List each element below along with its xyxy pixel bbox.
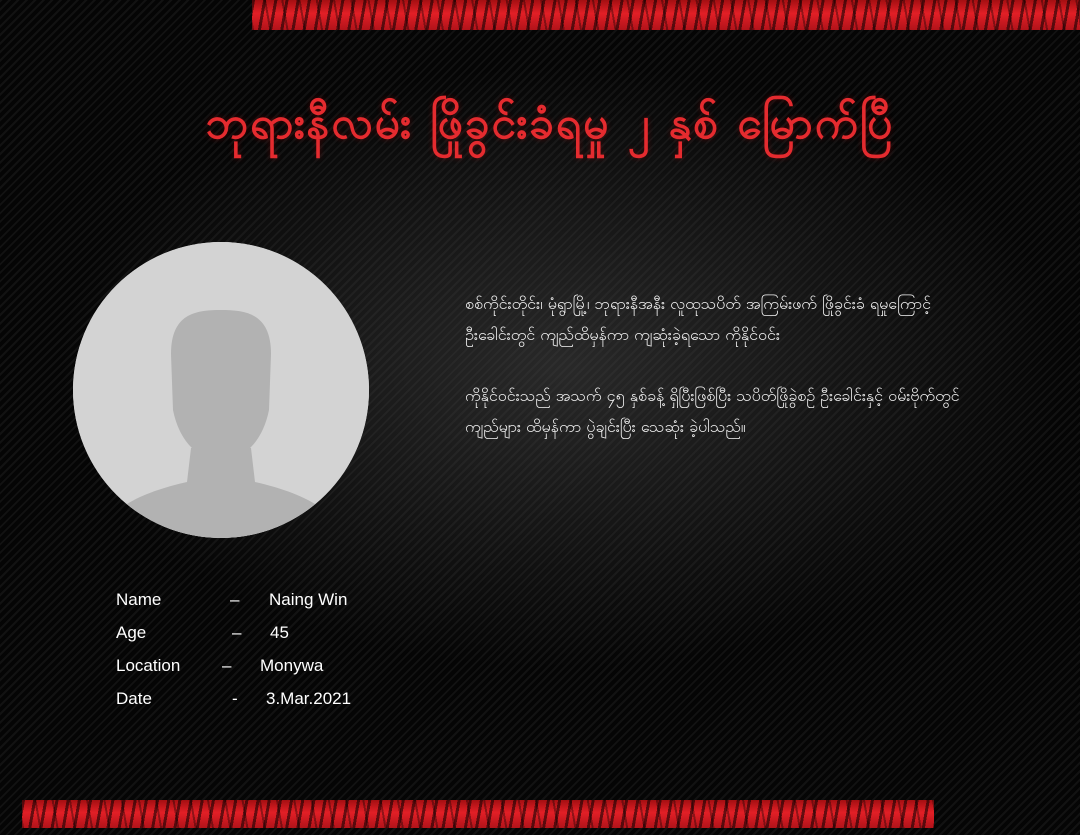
- info-label: Date: [116, 689, 152, 708]
- description: [465, 288, 975, 472]
- info-label: Name: [116, 590, 162, 609]
- description-paragraph: ကိုနိုင်ဝင်းသည် အသက် ၄၅ နှစ်ခန့် ရှိပြီးဖြစ်ပြီး သပိတ်ဖြိုခွဲစဉ် ဦးခေါင်းနှင့် ဝမ်းဗိုက်တွင် ကျည်များ ထိမှန်ကာ ပွဲချင်းပြီး သေဆုံး ခဲ့ပါသည်။: [465, 386, 960, 436]
- info-value: 45: [270, 623, 289, 642]
- top-red-band: [252, 0, 1080, 30]
- bottom-red-band: [22, 800, 934, 828]
- info-dash: –: [222, 656, 232, 675]
- person-silhouette-icon: [73, 242, 369, 538]
- info-label: Age: [116, 623, 147, 642]
- info-dash: –: [232, 623, 242, 642]
- avatar: [73, 242, 369, 538]
- info-dash: -: [232, 689, 238, 708]
- description-paragraph: စစ်ကိုင်းတိုင်း၊ မုံရွာမြို့၊ ဘုရားနီအနီး လူထုသပိတ် အကြမ်းဖက် ဖြိုခွင်းခံ ရမှုကြောင့် ဦးခေါင်းတွင် ကျည်ထိမှန်ကာ ကျဆုံးခဲ့ရသော ကိုနိုင်ဝင်း: [465, 294, 931, 344]
- info-value: Monywa: [260, 656, 324, 675]
- info-value: Naing Win: [269, 590, 348, 609]
- page-title: ဘုရားနီလမ်း ဖြိုခွင်းခံရမှု ၂ နှစ် မြောက်ပြီ: [205, 98, 895, 149]
- info-dash: –: [230, 590, 240, 609]
- info-value: 3.Mar.2021: [266, 689, 352, 708]
- info-label: Location: [116, 656, 181, 675]
